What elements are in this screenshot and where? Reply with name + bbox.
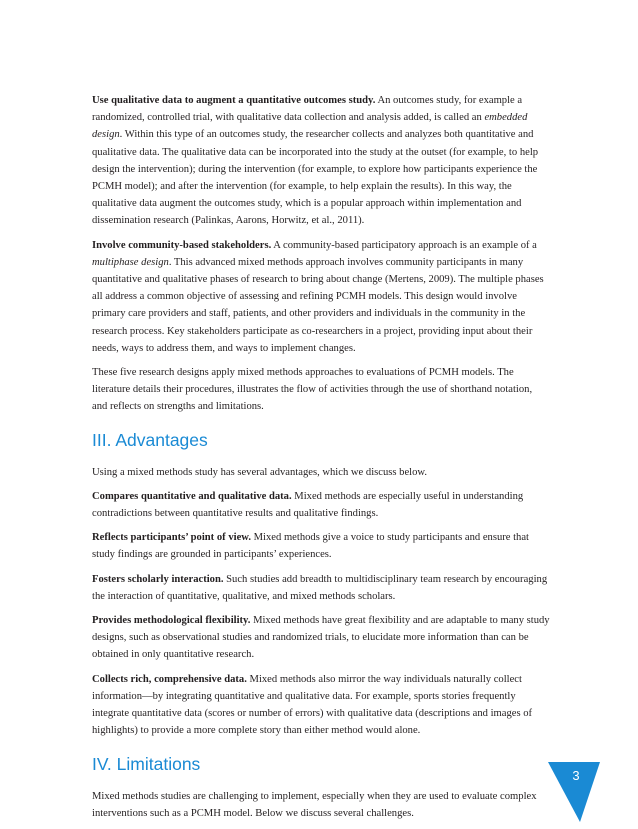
paragraph-italic-term: multiphase design — [92, 256, 169, 268]
paragraph-summary: These five research designs apply mixed methods approaches to evaluations of PCMH models. The literature details their procedures, illustrates the flow of activities through the use of shorthand notation, and reflects on strengths and limitations. — [92, 367, 533, 413]
advantage-item — [92, 571, 550, 605]
page-number: 3 — [572, 768, 580, 783]
advantage-lead: Reflects participants’ point of view. — [92, 532, 251, 544]
paragraph-lead: Involve community-based stakeholders. — [92, 239, 272, 251]
advantage-text: Mixed methods give a voice to study participants and ensure that study findings are grounded in participants’ experiences. — [92, 532, 530, 561]
advantages-intro: Using a mixed methods study has several advantages, which we discuss below. — [92, 466, 428, 478]
paragraph-text: . This advanced mixed methods approach involves community participants in many quantitative and qualitative phases of research to bring about change (Mertens, 2009). The multiple phases all address a common objective of assessing and refining PCMH models. This design would involve primary care providers and staff, patients, and other providers and individuals in the community in the research process. Key stakeholders participate as co-researchers in a project, providing input about their needs, ways to address them, and ways to implement changes. — [92, 256, 544, 354]
paragraph-italic-term: embedded design — [92, 112, 528, 141]
advantage-lead: Collects rich, comprehensive data. — [92, 673, 247, 685]
paragraph-lead: Use qualitative data to augment a quantitative outcomes study. — [92, 95, 376, 106]
advantage-item — [92, 612, 550, 664]
page-content — [92, 92, 550, 829]
advantage-lead: Fosters scholarly interaction. — [92, 573, 224, 585]
advantage-lead: Provides methodological flexibility. — [92, 615, 251, 627]
advantage-item — [92, 529, 550, 563]
section-heading-limitations: IV. Limitations — [92, 753, 201, 774]
advantage-item — [92, 671, 550, 740]
paragraph-text: A community-based participatory approach is an example of a — [271, 239, 537, 251]
advantage-text: Mixed methods have great flexibility and are adaptable to many study designs, such as observational studies and randomized trials, to elucidate more information than can be obtained in only quantitative research. — [92, 615, 550, 661]
advantage-item — [92, 488, 550, 522]
section-heading-advantages: III. Advantages — [92, 429, 208, 450]
paragraph-text: An outcomes study, for example a randomized, controlled trial, with qualitative data collection and analysis added, is called an — [92, 95, 523, 124]
advantage-text: Mixed methods also mirror the way individuals naturally collect information—by integrating quantitative and qualitative data. For example, sports stories frequently integrate quantitative data (scores or number of errors) with qualitative data (descriptions and images of highlights) to provide a more complete story than either method would alone. — [92, 673, 533, 737]
advantage-text: Such studies add breadth to multidisciplinary team research by encouraging the interaction of quantitative, qualitative, and mixed methods scholars. — [92, 573, 548, 602]
advantage-text: Mixed methods are especially useful in understanding contradictions between quantitative results and qualitative findings. — [92, 490, 524, 520]
paragraph-multiphase-design — [92, 237, 550, 357]
limitations-intro: Mixed methods studies are challenging to implement, especially when they are used to evaluate complex interventions such as a PCMH model. Below we discuss several challenges. — [92, 790, 537, 819]
paragraph-embedded-design — [92, 92, 550, 230]
advantage-lead: Compares quantitative and qualitative data. — [92, 490, 292, 502]
paragraph-text: . Within this type of an outcomes study, the researcher collects and analyzes both quantitative and qualitative data. The qualitative data can be incorporated into the study at the outset (for example, to help design the intervention); during the intervention (for example, to explore how participants experience the PCMH model); and after the intervention (for example, to help explain the results). In this way, the qualitative data augment the outcomes study, which is a popular approach within implementation and dissemination research (Palinkas, Aarons, Horwitz, et al., 2011). — [92, 129, 539, 227]
